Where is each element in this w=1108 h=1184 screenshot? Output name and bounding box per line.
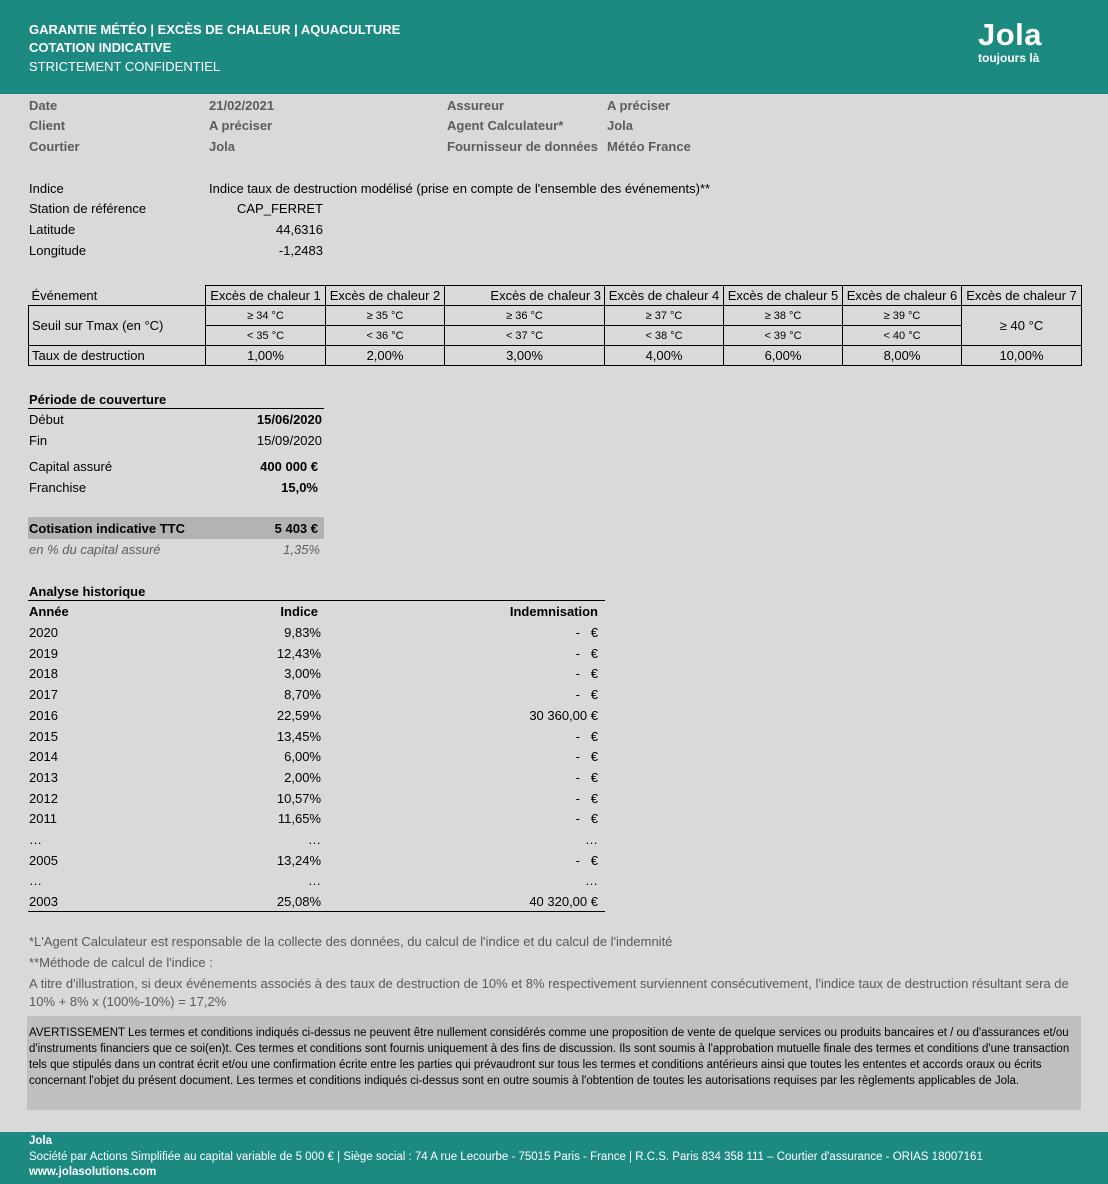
broker-label: Courtier bbox=[29, 139, 80, 154]
history-index: 8,70% bbox=[284, 687, 321, 702]
history-year: 2003 bbox=[29, 894, 58, 909]
threshold-high-1: < 35 °C bbox=[206, 326, 326, 346]
history-year: 2018 bbox=[29, 666, 58, 681]
broker-value: Jola bbox=[209, 139, 236, 154]
logo-name: Jola bbox=[978, 17, 1043, 52]
provider-value: Météo France bbox=[607, 139, 691, 154]
history-compensation: 40 320,00 € bbox=[529, 894, 598, 909]
event-label: Événement bbox=[29, 286, 206, 306]
history-year: … bbox=[29, 873, 42, 888]
event-name-6: Excès de chaleur 6 bbox=[843, 286, 962, 306]
document-subtitle: COTATION INDICATIVE bbox=[29, 40, 172, 55]
threshold-low-3: ≥ 36 °C bbox=[445, 306, 605, 326]
event-name-3: Excès de chaleur 3 bbox=[445, 286, 605, 306]
history-index: 13,45% bbox=[276, 729, 321, 744]
threshold-high-4: < 38 °C bbox=[605, 326, 724, 346]
capital-label: Capital assuré bbox=[29, 459, 113, 474]
history-compensation: - € bbox=[575, 625, 598, 640]
history-col-compensation: Indemnisation bbox=[509, 604, 598, 619]
history-index: 10,57% bbox=[276, 791, 321, 806]
events-header-row bbox=[29, 286, 1082, 306]
history-index: 13,24% bbox=[276, 853, 321, 868]
threshold-high-2: < 36 °C bbox=[326, 326, 445, 346]
history-year: 2012 bbox=[29, 791, 58, 806]
history-index: 12,43% bbox=[276, 646, 321, 661]
event-name-2: Excès de chaleur 2 bbox=[326, 286, 445, 306]
rate-row bbox=[29, 346, 1082, 366]
history-index: 25,08% bbox=[276, 894, 321, 909]
rate-5: 6,00% bbox=[724, 346, 843, 366]
document-title: GARANTIE MÉTÉO | EXCÈS DE CHALEUR | AQUACULTURE bbox=[29, 22, 401, 37]
premium-pct-value: 1,35% bbox=[283, 542, 320, 557]
rate-2: 2,00% bbox=[326, 346, 445, 366]
threshold-low-5: ≥ 38 °C bbox=[724, 306, 843, 326]
coverage-title: Période de couverture bbox=[29, 392, 167, 407]
rate-4: 4,00% bbox=[605, 346, 724, 366]
deductible-label: Franchise bbox=[29, 480, 87, 495]
history-compensation: … bbox=[585, 873, 598, 888]
event-name-1: Excès de chaleur 1 bbox=[206, 286, 326, 306]
client-label: Client bbox=[29, 118, 66, 133]
start-label: Début bbox=[29, 412, 64, 427]
footer-legal: Société par Actions Simplifiée au capital variable de 5 000 € | Siège social : 74 A rue Lecourbe - 75015 Paris - France | R.C.S. Paris 834 358 111 – Courtier d'assurance - ORIAS 18007161 bbox=[29, 1151, 983, 1163]
history-year: 2013 bbox=[29, 770, 58, 785]
provider-label: Fournisseur de données bbox=[447, 139, 598, 154]
rate-3: 3,00% bbox=[445, 346, 605, 366]
event-name-4: Excès de chaleur 4 bbox=[605, 286, 724, 306]
history-compensation: - € bbox=[575, 811, 598, 826]
history-col-index: Indice bbox=[280, 604, 318, 619]
end-label: Fin bbox=[29, 433, 48, 448]
note-example: A titre d'illustration, si deux événements associés à des taux de destruction de 10% et 8% respectivement surviennent consécutivement, l'indice taux de destruction résultant sera de bbox=[29, 976, 1069, 991]
index-label: Indice bbox=[29, 181, 64, 196]
history-year: 2014 bbox=[29, 749, 58, 764]
history-compensation: … bbox=[585, 832, 598, 847]
history-compensation: - € bbox=[575, 687, 598, 702]
history-year: 2017 bbox=[29, 687, 58, 702]
capital-value: 400 000 € bbox=[260, 459, 318, 474]
footer-website[interactable]: www.jolasolutions.com bbox=[29, 1166, 157, 1178]
threshold-low-4: ≥ 37 °C bbox=[605, 306, 724, 326]
agent-value: Jola bbox=[607, 118, 634, 133]
history-index: 3,00% bbox=[284, 666, 321, 681]
jola-logo bbox=[978, 18, 1042, 65]
event-name-5: Excès de chaleur 5 bbox=[724, 286, 843, 306]
history-divider-top bbox=[28, 600, 605, 601]
date-value: 21/02/2021 bbox=[209, 98, 275, 113]
history-compensation: - € bbox=[575, 770, 598, 785]
history-compensation: 30 360,00 € bbox=[529, 708, 598, 723]
rate-label: Taux de destruction bbox=[29, 346, 206, 366]
history-year: 2015 bbox=[29, 729, 58, 744]
history-index: 9,83% bbox=[284, 625, 321, 640]
threshold-high-5: < 39 °C bbox=[724, 326, 843, 346]
footer-company: Jola bbox=[29, 1135, 53, 1147]
date-label: Date bbox=[29, 98, 58, 113]
page-footer bbox=[0, 1132, 1108, 1184]
premium-pct-label: en % du capital assuré bbox=[29, 542, 161, 557]
history-title: Analyse historique bbox=[29, 584, 146, 599]
history-compensation: - € bbox=[575, 749, 598, 764]
page-header bbox=[0, 0, 1108, 94]
latitude-value: 44,6316 bbox=[276, 222, 323, 237]
station-value: CAP_FERRET bbox=[237, 201, 323, 216]
history-year: 2019 bbox=[29, 646, 58, 661]
history-index: 2,00% bbox=[284, 770, 321, 785]
threshold-low-1: ≥ 34 °C bbox=[206, 306, 326, 326]
event-name-7: Excès de chaleur 7 bbox=[962, 286, 1082, 306]
rate-6: 8,00% bbox=[843, 346, 962, 366]
note-method: **Méthode de calcul de l'indice : bbox=[29, 955, 213, 970]
rate-1: 1,00% bbox=[206, 346, 326, 366]
history-compensation: - € bbox=[575, 853, 598, 868]
history-col-year: Année bbox=[29, 604, 69, 619]
note-formula: 10% + 8% x (100%-10%) = 17,2% bbox=[29, 994, 227, 1009]
history-compensation: - € bbox=[575, 729, 598, 744]
events-table bbox=[28, 285, 1082, 366]
rate-7: 10,00% bbox=[962, 346, 1082, 366]
logo-tagline: toujours là bbox=[978, 51, 1040, 65]
insurer-label: Assureur bbox=[447, 98, 505, 113]
longitude-label: Longitude bbox=[29, 243, 87, 258]
note-agent: *L'Agent Calculateur est responsable de la collecte des données, du calcul de l'indice et du calcul de l'indemnité bbox=[29, 934, 673, 949]
agent-label: Agent Calculateur* bbox=[447, 118, 564, 133]
index-value: Indice taux de destruction modélisé (prise en compte de l'ensemble des événements)** bbox=[209, 181, 711, 196]
history-index: 11,65% bbox=[277, 811, 321, 826]
history-year: 2016 bbox=[29, 708, 58, 723]
history-index: … bbox=[308, 873, 321, 888]
history-compensation: - € bbox=[575, 791, 598, 806]
premium-label: Cotisation indicative TTC bbox=[29, 521, 186, 536]
history-year: 2011 bbox=[29, 811, 57, 826]
station-label: Station de référence bbox=[29, 201, 147, 216]
history-compensation: - € bbox=[575, 666, 598, 681]
threshold-low-7: ≥ 40 °C bbox=[962, 306, 1082, 346]
deductible-value: 15,0% bbox=[281, 480, 318, 495]
threshold-low-2: ≥ 35 °C bbox=[326, 306, 445, 326]
threshold-label: Seuil sur Tmax (en °C) bbox=[29, 306, 206, 346]
history-year: 2005 bbox=[29, 853, 58, 868]
premium-value: 5 403 € bbox=[274, 521, 318, 536]
history-year: 2020 bbox=[29, 625, 58, 640]
threshold-high-6: < 40 °C bbox=[843, 326, 962, 346]
start-value: 15/06/2020 bbox=[256, 412, 322, 427]
history-year: … bbox=[29, 832, 42, 847]
confidential-label: STRICTEMENT CONFIDENTIEL bbox=[29, 59, 221, 74]
threshold-high-3: < 37 °C bbox=[445, 326, 605, 346]
history-index: 6,00% bbox=[284, 749, 321, 764]
insurer-value: A préciser bbox=[607, 98, 671, 113]
threshold-row-low bbox=[29, 306, 1082, 326]
longitude-value: -1,2483 bbox=[278, 243, 323, 258]
threshold-low-6: ≥ 39 °C bbox=[843, 306, 962, 326]
end-value: 15/09/2020 bbox=[256, 433, 322, 448]
history-index: … bbox=[308, 832, 321, 847]
client-value: A préciser bbox=[209, 118, 273, 133]
history-index: 22,59% bbox=[276, 708, 321, 723]
latitude-label: Latitude bbox=[29, 222, 76, 237]
disclaimer-box: AVERTISSEMENT Les termes et conditions indiqués ci-dessus ne peuvent être nullement considérés comme une proposition de vente de quelque services ou produits bancaires et / ou d'assurances et/ou d'instruments financiers que ce soi(en)t. Ces termes et conditions sont fournis uniquement à des fins de discussion. Ils sont soumis à l'approbation mutuelle finale des termes et conditions d'une transaction tels que stipulés dans un contrat écrit et/ou une confirmation écrite entre les parties qui prévaudront sur tous les termes et conditions antérieurs ainsi que toutes les ententes et accords oraux ou écrits concernant l'objet du présent document. Les termes et conditions indiqués ci-dessus sont en outre soumis à l'obtention de toutes les autorisations requises par les règlements applicables de Jola. bbox=[27, 1016, 1081, 1110]
history-compensation: - € bbox=[575, 646, 598, 661]
history-divider-bottom bbox=[28, 911, 605, 912]
coverage-divider bbox=[28, 408, 324, 409]
